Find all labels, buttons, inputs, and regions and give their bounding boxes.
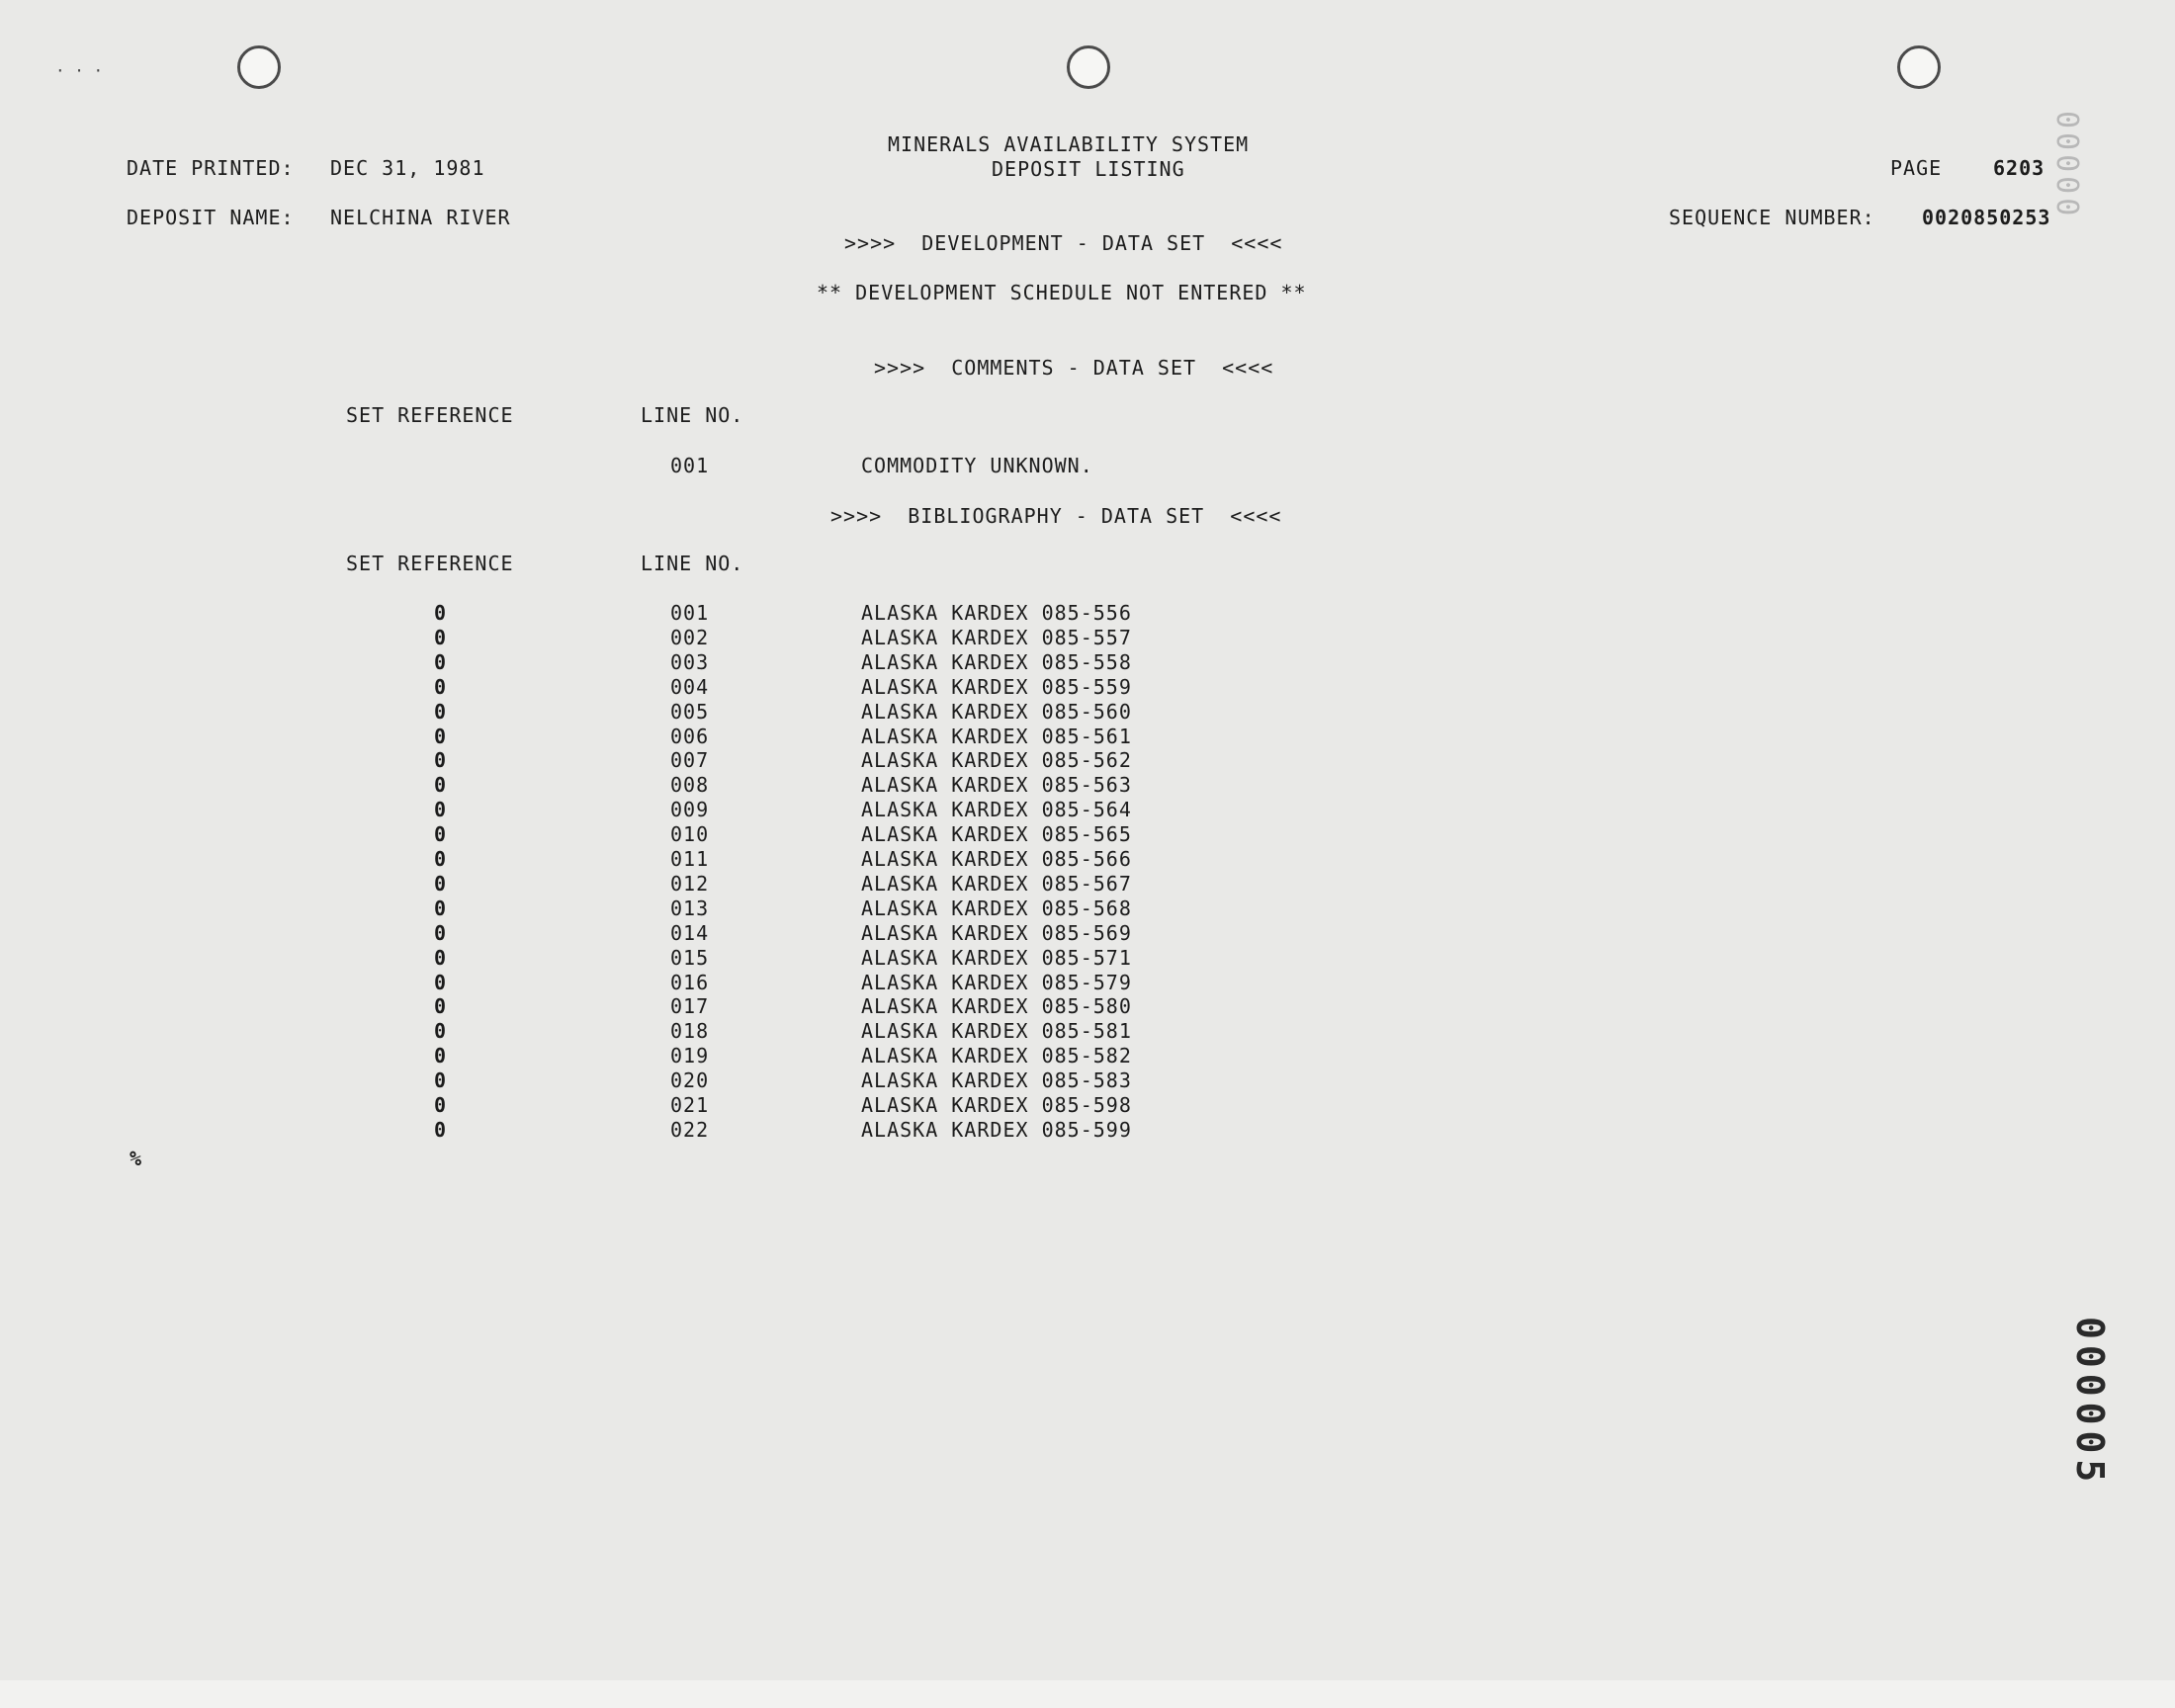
- bibliography-row: [0, 675, 2175, 700]
- bibliography-row: [0, 872, 2175, 897]
- deposit-name-label: DEPOSIT NAME:: [127, 206, 295, 229]
- bibliography-entry-text: ALASKA KARDEX 085-558: [861, 649, 1132, 674]
- bibliography-set-reference: 0: [434, 871, 448, 896]
- comment-text: COMMODITY UNKNOWN.: [861, 454, 1093, 477]
- binder-hole-left: [237, 45, 281, 89]
- bibliography-row: [0, 626, 2175, 650]
- bibliography-line-no: 020: [670, 1068, 710, 1093]
- comments-col-line-no: LINE NO.: [641, 403, 744, 427]
- bibliography-entry-text: ALASKA KARDEX 085-579: [861, 970, 1132, 994]
- bibliography-line-no: 021: [670, 1093, 710, 1117]
- bibliography-entry-text: ALASKA KARDEX 085-581: [861, 1019, 1132, 1044]
- bibliography-entry-text: ALASKA KARDEX 085-561: [861, 724, 1132, 748]
- deposit-name-value: NELCHINA RIVER: [330, 206, 511, 229]
- bibliography-set-reference: 0: [434, 674, 448, 699]
- bibliography-set-reference: 0: [434, 945, 448, 970]
- bibliography-entry-text: ALASKA KARDEX 085-599: [861, 1117, 1132, 1142]
- bibliography-set-reference: 0: [434, 920, 448, 945]
- bibliography-entry-text: ALASKA KARDEX 085-580: [861, 994, 1132, 1019]
- bibliography-entry-text: ALASKA KARDEX 085-583: [861, 1068, 1132, 1093]
- bibliography-row: [0, 1093, 2175, 1118]
- bibliography-set-reference: 0: [434, 1093, 448, 1117]
- binder-hole-center: [1067, 45, 1110, 89]
- bibliography-line-no: 005: [670, 699, 710, 724]
- bibliography-line-no: 019: [670, 1044, 710, 1068]
- system-title: MINERALS AVAILABILITY SYSTEM: [888, 132, 1250, 156]
- bibliography-row: [0, 1044, 2175, 1068]
- comments-col-set-reference: SET REFERENCE: [346, 403, 514, 427]
- comments-heading: >>>> COMMENTS - DATA SET <<<<: [874, 356, 1274, 380]
- bibliography-set-reference: 0: [434, 1019, 448, 1044]
- bibliography-set-reference: 0: [434, 748, 448, 773]
- bibliography-row: [0, 798, 2175, 822]
- bibliography-set-reference: 0: [434, 1044, 448, 1068]
- bibliography-line-no: 011: [670, 847, 710, 871]
- bibliography-line-no: 010: [670, 822, 710, 847]
- listing-title: DEPOSIT LISTING: [992, 157, 1185, 181]
- bibliography-row: [0, 994, 2175, 1019]
- bibliography-line-no: 006: [670, 724, 710, 748]
- bibliography-row: [0, 748, 2175, 773]
- bibliography-entry-text: ALASKA KARDEX 085-564: [861, 798, 1132, 822]
- bibliography-set-reference: 0: [434, 625, 448, 649]
- page-label: PAGE: [1890, 156, 1943, 180]
- development-notice: ** DEVELOPMENT SCHEDULE NOT ENTERED **: [817, 281, 1307, 304]
- bibliography-entry-text: ALASKA KARDEX 085-556: [861, 601, 1132, 625]
- bibliography-set-reference: 0: [434, 822, 448, 847]
- bibliography-line-no: 004: [670, 674, 710, 699]
- bibliography-line-no: 018: [670, 1019, 710, 1044]
- faded-margin-stamp: 00000: [2049, 111, 2084, 220]
- bibliography-set-reference: 0: [434, 970, 448, 994]
- bibliography-set-reference: 0: [434, 896, 448, 920]
- bibliography-line-no: 008: [670, 773, 710, 798]
- bibliography-row: [0, 1118, 2175, 1143]
- bibliography-row: [0, 897, 2175, 921]
- bibliography-entry-text: ALASKA KARDEX 085-571: [861, 945, 1132, 970]
- date-printed-label: DATE PRINTED:: [127, 156, 295, 180]
- margin-frame-stamp: 000005: [2068, 1317, 2112, 1489]
- bibliography-line-no: 013: [670, 896, 710, 920]
- bibliography-set-reference: 0: [434, 699, 448, 724]
- bibliography-row: [0, 921, 2175, 946]
- bibliography-entry-text: ALASKA KARDEX 085-582: [861, 1044, 1132, 1068]
- bibliography-set-reference: 0: [434, 798, 448, 822]
- bibliography-entry-text: ALASKA KARDEX 085-569: [861, 920, 1132, 945]
- development-heading: >>>> DEVELOPMENT - DATA SET <<<<: [844, 231, 1283, 255]
- bibliography-entry-text: ALASKA KARDEX 085-557: [861, 625, 1132, 649]
- bibliography-line-no: 001: [670, 601, 710, 625]
- comment-line-no: 001: [670, 454, 710, 477]
- bibliography-entry-text: ALASKA KARDEX 085-560: [861, 699, 1132, 724]
- bibliography-row: [0, 773, 2175, 798]
- bibliography-set-reference: 0: [434, 773, 448, 798]
- bibliography-entry-text: ALASKA KARDEX 085-559: [861, 674, 1132, 699]
- bibliography-entry-text: ALASKA KARDEX 085-566: [861, 847, 1132, 871]
- bibliography-heading: >>>> BIBLIOGRAPHY - DATA SET <<<<: [830, 504, 1282, 528]
- binder-hole-right: [1897, 45, 1941, 89]
- bibliography-row: [0, 847, 2175, 872]
- end-of-record-marker: %: [130, 1147, 143, 1170]
- bibliography-col-line-no: LINE NO.: [641, 552, 744, 575]
- bibliography-line-no: 009: [670, 798, 710, 822]
- bibliography-entry-text: ALASKA KARDEX 085-562: [861, 748, 1132, 773]
- bibliography-set-reference: 0: [434, 1068, 448, 1093]
- bibliography-row: [0, 650, 2175, 675]
- date-printed-value: DEC 31, 1981: [330, 156, 485, 180]
- bibliography-row: [0, 1019, 2175, 1044]
- scan-bottom-edge: [0, 1680, 2175, 1708]
- bibliography-line-no: 017: [670, 994, 710, 1019]
- bibliography-line-no: 015: [670, 945, 710, 970]
- bibliography-entry-text: ALASKA KARDEX 085-563: [861, 773, 1132, 798]
- bibliography-entry-text: ALASKA KARDEX 085-565: [861, 822, 1132, 847]
- bibliography-line-no: 016: [670, 970, 710, 994]
- bibliography-line-no: 014: [670, 920, 710, 945]
- bibliography-set-reference: 0: [434, 724, 448, 748]
- bibliography-set-reference: 0: [434, 601, 448, 625]
- bibliography-row: [0, 822, 2175, 847]
- bibliography-col-set-reference: SET REFERENCE: [346, 552, 514, 575]
- page-number: 6203: [1993, 156, 2045, 180]
- bibliography-row: [0, 946, 2175, 971]
- bibliography-line-no: 003: [670, 649, 710, 674]
- bibliography-line-no: 012: [670, 871, 710, 896]
- bibliography-set-reference: 0: [434, 847, 448, 871]
- bibliography-row: [0, 1068, 2175, 1093]
- sequence-number-value: 0020850253: [1922, 206, 2051, 229]
- bibliography-row: [0, 700, 2175, 725]
- paper-specks: · · ·: [55, 61, 104, 80]
- bibliography-line-no: 002: [670, 625, 710, 649]
- bibliography-set-reference: 0: [434, 994, 448, 1019]
- sequence-number-label: SEQUENCE NUMBER:: [1669, 206, 1875, 229]
- bibliography-line-no: 007: [670, 748, 710, 773]
- bibliography-set-reference: 0: [434, 1117, 448, 1142]
- bibliography-entry-text: ALASKA KARDEX 085-568: [861, 896, 1132, 920]
- bibliography-line-no: 022: [670, 1117, 710, 1142]
- bibliography-set-reference: 0: [434, 649, 448, 674]
- bibliography-row: [0, 725, 2175, 749]
- bibliography-entry-text: ALASKA KARDEX 085-567: [861, 871, 1132, 896]
- bibliography-entry-text: ALASKA KARDEX 085-598: [861, 1093, 1132, 1117]
- bibliography-row: [0, 971, 2175, 995]
- bibliography-row: [0, 601, 2175, 626]
